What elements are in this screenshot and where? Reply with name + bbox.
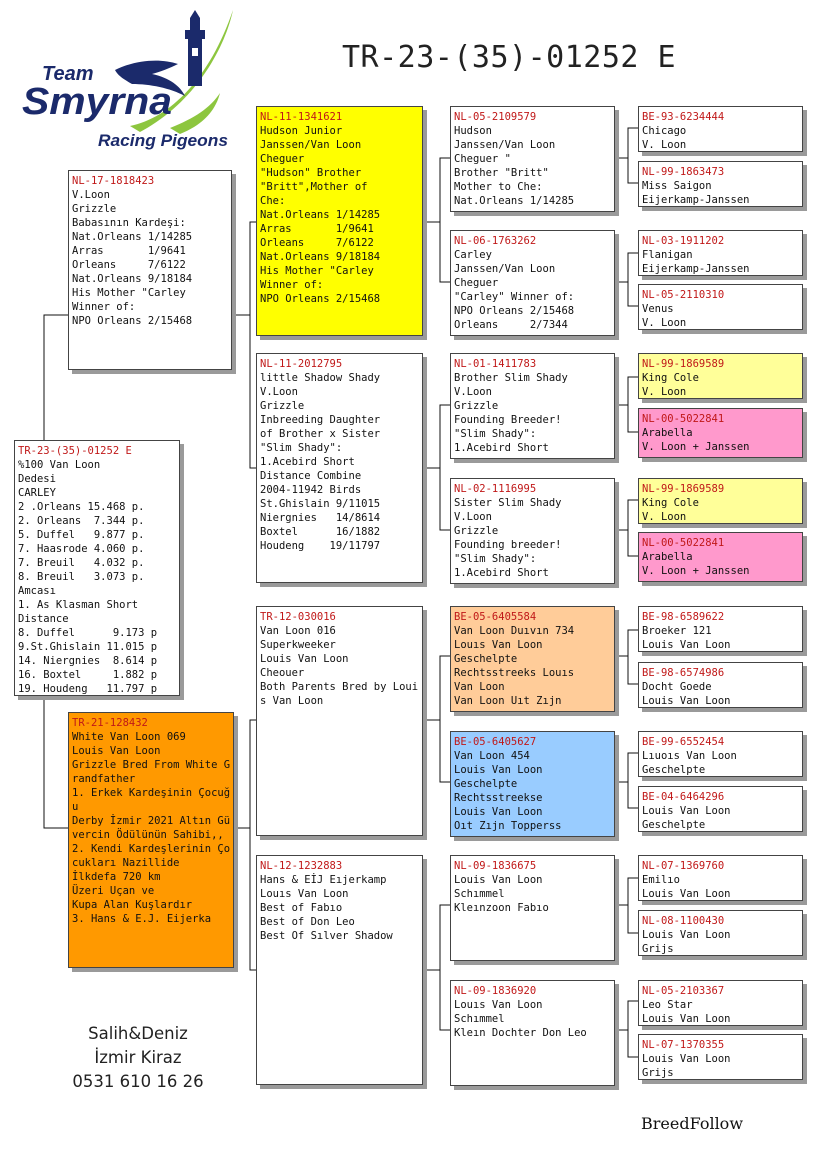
logo-team: Team — [42, 63, 94, 85]
page-title: TR-23-(35)-01252 E — [342, 40, 677, 75]
pigeon-card-dd-dam[interactable] — [450, 980, 615, 1086]
pigeon-info: little Shadow Shady V.Loon Grizzle Inbreeding Daughter of Brother x Sister "Slim Shady": 1.Acebird Short Distance Combine 2004-11942 Birds St.Ghislain 9/11015 Niergnies 14/8614 Boxtel 16/1882 Houdeng 19/11797 — [260, 372, 381, 552]
pigeon-info: Flanigan Eijerkamp-Janssen — [642, 249, 750, 275]
ring-number: NL-02-1116995 — [454, 483, 537, 495]
pigeon-card-g4-1[interactable] — [638, 106, 803, 152]
pigeon-info: White Van Loon 069 Louis Van Loon Grizzle Bred From White Grandfather 1. Erkek Kardeşinin Çocuğu Derby İzmir 2021 Altın Güvercin Ödülünün Sahibi,, 2. Kendi Kardeşlerinin Çocukları Nazillide İlkdefa 720 km Üzeri Uçan ve Kupa Alan Kuşlardır 3. Hans & E.J. Eijerka — [72, 731, 231, 925]
ring-number: NL-03-1911202 — [642, 235, 725, 247]
pigeon-card-g4-2[interactable] — [638, 161, 803, 207]
ring-number: NL-09-1836920 — [454, 985, 537, 997]
team-smyrna-logo — [20, 8, 235, 158]
pigeon-info: Leo Star Louis Van Loon — [642, 999, 731, 1025]
pigeon-info: Van Loon 016 Superkweeker Louis Van Loon Cheouer Both Parents Bred by Louis Van Loon — [260, 625, 419, 707]
ring-number: NL-07-1370355 — [642, 1039, 725, 1051]
pigeon-card-g4-3[interactable] — [638, 230, 803, 276]
ring-number: NL-99-1869589 — [642, 483, 725, 495]
ring-number: BE-05-6405627 — [454, 736, 537, 748]
pigeon-card-ds-sire[interactable] — [450, 606, 615, 712]
contact-location: İzmir Kiraz — [94, 1048, 182, 1067]
ring-number: NL-08-1100430 — [642, 915, 725, 927]
pigeon-card-dam-dam[interactable] — [256, 855, 423, 1085]
pigeon-card-ds-dam[interactable] — [450, 731, 615, 837]
pigeon-card-sd-sire[interactable] — [450, 353, 615, 459]
ring-number: NL-05-2103367 — [642, 985, 725, 997]
pigeon-info: Lıuoıs Van Loon Geschelpte — [642, 750, 737, 776]
pigeon-info: Broeker 121 Louis Van Loon — [642, 625, 731, 651]
pigeon-info: %100 Van Loon Dedesi CARLEY 2 .Orleans 15.468 p. 2. Orleans 7.344 p. 5. Duffel 9.877 p. 7. Haasrode 4.060 p. 7. Breuil 4.032 p. 8. Breuil 3.073 p. Amcası 1. As Klasman Short Distance 8. Duffel 9.173 p 9.St.Ghislain 11.015 p 14. Niergnies 8.614 p 16. Boxtel 1.882 p 19. Houdeng 11.797 p — [18, 459, 158, 695]
ring-number: BE-05-6405584 — [454, 611, 537, 623]
pigeon-card-g4-11[interactable] — [638, 731, 803, 777]
pigeon-card-g4-6[interactable] — [638, 408, 803, 458]
ring-number: NL-00-5022841 — [642, 413, 725, 425]
ring-number: TR-12-030016 — [260, 611, 336, 623]
pigeon-card-g4-13[interactable] — [638, 855, 803, 901]
ring-number: NL-09-1836675 — [454, 860, 537, 872]
pigeon-info: Chicago V. Loon — [642, 125, 687, 151]
pigeon-info: Hudson Junior Janssen/Van Loon Cheguer "Hudson" Brother "Britt",Mother of Che: Nat.Orleans 1/14285 Arras 1/9641 Orleans 7/6122 Nat.Orleans 9/18184 His Mother "Carley Winner of: NPO Orleans 2/15468 — [260, 125, 381, 305]
ring-number: BE-99-6552454 — [642, 736, 725, 748]
pigeon-info: V.Loon Grizzle Babasının Kardeşi: Nat.Orleans 1/14285 Arras 1/9641 Orleans 7/6122 Nat.Orleans 9/18184 His Mother "Carley Winner of: NPO Orleans 2/15468 — [72, 189, 193, 327]
pigeon-info: Docht Goede Louis Van Loon — [642, 681, 731, 707]
pigeon-info: Venus V. Loon — [642, 303, 687, 329]
pigeon-info: Hans & EİJ Eıjerkamp Louıs Van Loon Best of Fabıo Best of Don Leo Best Of Sılver Shadow — [260, 874, 393, 942]
ring-number: NL-11-2012795 — [260, 358, 343, 370]
pigeon-card-sd-dam[interactable] — [450, 478, 615, 584]
pigeon-info: Louis Van Loon Schımmel Kleınzoon Fabıo — [454, 874, 549, 914]
pigeon-card-g4-12[interactable] — [638, 786, 803, 832]
ring-number: BE-93-6234444 — [642, 111, 725, 123]
pigeon-card-dd-sire[interactable] — [450, 855, 615, 961]
pigeon-card-main[interactable] — [14, 440, 180, 696]
pigeon-info: Sister Slim Shady V.Loon Grizzle Founding breeder! "Slim Shady": 1.Acebird Short — [454, 497, 562, 579]
ring-number: NL-12-1232883 — [260, 860, 343, 872]
logo-smyrna: Smyrna — [22, 81, 173, 123]
pigeon-info: King Cole V. Loon — [642, 497, 699, 523]
contact-block — [58, 1022, 218, 1094]
ring-number: NL-05-2109579 — [454, 111, 537, 123]
ring-number: NL-11-1341621 — [260, 111, 343, 123]
ring-number: BE-98-6574986 — [642, 667, 725, 679]
ring-number: NL-00-5022841 — [642, 537, 725, 549]
pigeon-card-g4-10[interactable] — [638, 662, 803, 708]
pigeon-info: Emilıo Louis Van Loon — [642, 874, 731, 900]
pigeon-card-ss-sire[interactable] — [450, 106, 615, 212]
pigeon-card-sire-sire[interactable] — [256, 106, 423, 336]
pigeon-info: Miss Saigon Eijerkamp-Janssen — [642, 180, 750, 206]
pigeon-info: Hudson Janssen/Van Loon Cheguer " Brother "Britt" Mother to Che: Nat.Orleans 1/14285 — [454, 125, 575, 207]
contact-name: Salih&Deniz — [88, 1024, 188, 1043]
ring-number: BE-98-6589622 — [642, 611, 725, 623]
pigeon-info: Louis Van Loon Geschelpte — [642, 805, 731, 831]
pigeon-info: Carley Janssen/Van Loon Cheguer "Carley" Winner of: NPO Orleans 2/15468 Orleans 2/7344 — [454, 249, 575, 331]
ring-number: NL-99-1869589 — [642, 358, 725, 370]
brand-footer: BreedFollow — [641, 1114, 744, 1133]
pigeon-info: Brother Slim Shady V.Loon Grizzle Founding Breeder! "Slim Shady": 1.Acebird Short — [454, 372, 568, 454]
pigeon-info: Louis Van Loon Grijs — [642, 1053, 731, 1079]
pigeon-info: Arabella V. Loon + Janssen — [642, 551, 750, 577]
ring-number: NL-01-1411783 — [454, 358, 537, 370]
pigeon-card-g4-8[interactable] — [638, 532, 803, 582]
pigeon-card-dam-sire[interactable] — [256, 606, 423, 836]
pigeon-card-g4-14[interactable] — [638, 910, 803, 956]
pigeon-info: Arabella V. Loon + Janssen — [642, 427, 750, 453]
pigeon-card-sire-dam[interactable] — [256, 353, 423, 583]
pigeon-card-sire[interactable] — [68, 170, 232, 370]
pigeon-card-g4-15[interactable] — [638, 980, 803, 1026]
ring-number: TR-23-(35)-01252 E — [18, 445, 132, 457]
pigeon-card-g4-5[interactable] — [638, 353, 803, 399]
ring-number: BE-04-6464296 — [642, 791, 725, 803]
pigeon-info: Van Loon 454 Louis Van Loon Geschelpte Rechtsstreekse Louis Van Loon Oıt Zıjn Topperss — [454, 750, 562, 832]
pigeon-card-dam[interactable] — [68, 712, 234, 968]
ring-number: NL-17-1818423 — [72, 175, 155, 187]
ring-number: NL-05-2110310 — [642, 289, 725, 301]
ring-number: NL-06-1763262 — [454, 235, 537, 247]
ring-number: TR-21-128432 — [72, 717, 148, 729]
contact-phone: 0531 610 16 26 — [72, 1072, 204, 1091]
pigeon-info: King Cole V. Loon — [642, 372, 699, 398]
ring-number: NL-07-1369760 — [642, 860, 725, 872]
pigeon-card-g4-4[interactable] — [638, 284, 803, 330]
pigeon-card-g4-16[interactable] — [638, 1034, 803, 1080]
logo-racing-pigeons: Racing Pigeons — [98, 131, 228, 150]
ring-number: NL-99-1863473 — [642, 166, 725, 178]
pigeon-card-g4-7[interactable] — [638, 478, 803, 524]
pigeon-info: Louıs Van Loon Schımmel Kleın Dochter Don Leo — [454, 999, 587, 1039]
pigeon-card-ss-dam[interactable] — [450, 230, 615, 336]
pigeon-card-g4-9[interactable] — [638, 606, 803, 652]
pigeon-info: Van Loon Duıvın 734 Louıs Van Loon Geschelpte Rechtsstreeks Louıs Van Loon Van Loon Uıt Zıjn — [454, 625, 575, 707]
pigeon-info: Louis Van Loon Grijs — [642, 929, 731, 955]
